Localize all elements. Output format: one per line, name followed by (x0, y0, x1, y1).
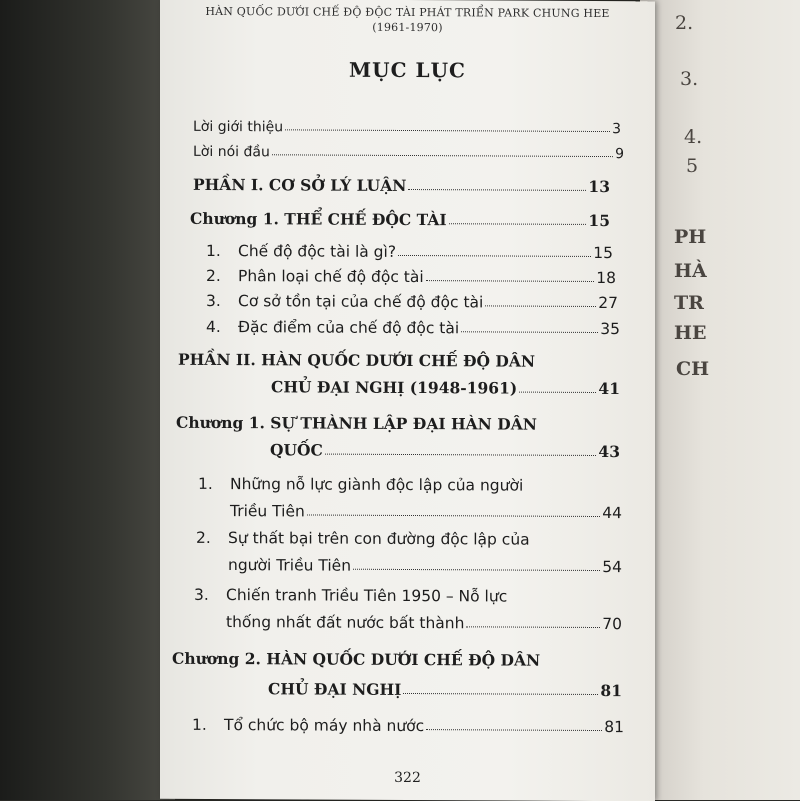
toc-item-number: 2. (196, 528, 211, 547)
toc-entry-ch1-item4[interactable] (238, 318, 620, 338)
toc-item-number: 1. (198, 474, 213, 493)
toc-item-number: 2. (206, 266, 221, 286)
toc-label: CHỦ ĐẠI NGHỊ (1948-1961) (271, 377, 518, 398)
dot-leader (426, 729, 602, 731)
dot-leader (461, 331, 598, 333)
dot-leader (307, 514, 600, 517)
facing-fragment: CH (676, 358, 710, 380)
running-header: HÀN QUỐC DƯỚI CHẾ ĐỘ ĐỘC TÀI PHÁT TRIỂN PARK CHUNG HEE (205, 4, 610, 21)
toc-label: Đặc điểm của chế độ độc tài (238, 318, 460, 338)
toc-entry-ch2-1-item3[interactable] (226, 613, 622, 633)
toc-page-number: 81 (600, 681, 622, 701)
page-number: 322 (394, 769, 421, 787)
toc-label: Tổ chức bộ máy nhà nước (224, 716, 425, 736)
book-page (160, 0, 655, 801)
dot-leader (285, 129, 610, 132)
facing-number: 4. (684, 126, 703, 148)
toc-label: Chương 1. THỂ CHẾ ĐỘC TÀI (190, 208, 447, 230)
toc-item-number: 3. (206, 291, 221, 311)
toc-entry-ch2-1-item1[interactable] (230, 502, 622, 522)
dot-leader (449, 223, 587, 225)
dot-leader (519, 392, 596, 393)
toc-page-number: 70 (602, 615, 622, 634)
facing-fragment: TR (674, 292, 704, 314)
toc-item-line1[interactable]: Chiến tranh Triều Tiên 1950 – Nỗ lực (226, 586, 508, 606)
page-title: MỤC LỤC (349, 57, 466, 83)
dot-leader (485, 305, 596, 307)
toc-entry-part2-line1[interactable]: PHẦN II. HÀN QUỐC DƯỚI CHẾ ĐỘ DÂN (178, 349, 536, 371)
toc-entry-ch2-2-item1[interactable] (224, 716, 624, 736)
toc-entry-intro[interactable] (193, 119, 621, 137)
dot-leader (426, 280, 595, 282)
toc-label: CHỦ ĐẠI NGHỊ (268, 679, 402, 699)
toc-page-number: 15 (593, 243, 613, 263)
dot-leader (353, 569, 600, 571)
toc-entry-ch1-item1[interactable] (238, 242, 613, 262)
toc-item-line1[interactable]: Những nỗ lực giành độc lập của người (230, 475, 524, 495)
dot-leader (403, 693, 598, 695)
dot-leader (398, 255, 591, 257)
facing-fragment: HÀ (674, 260, 707, 282)
toc-label: Cơ sở tồn tại của chế độ độc tài (238, 292, 484, 312)
toc-label: PHẦN I. CƠ SỞ LÝ LUẬN (193, 174, 407, 195)
dot-leader (272, 154, 613, 157)
toc-entry-ch1-item2[interactable] (238, 267, 616, 287)
toc-page-number: 35 (600, 320, 620, 339)
facing-page (640, 0, 800, 800)
toc-item-line1[interactable]: Sự thất bại trên con đường độc lập của (228, 529, 530, 549)
background-left (0, 0, 175, 800)
toc-entry-ch1-item3[interactable] (238, 292, 618, 312)
toc-label: QUỐC (270, 440, 323, 460)
facing-number: 3. (680, 68, 699, 90)
toc-label: Phân loại chế độ độc tài (238, 267, 424, 287)
dot-leader (466, 626, 600, 628)
toc-page-number: 18 (596, 268, 616, 288)
toc-label: Triều Tiên (230, 502, 305, 521)
toc-page-number: 44 (602, 504, 622, 523)
toc-item-number: 1. (206, 241, 221, 261)
toc-entry-ch2-2-line1[interactable]: Chương 2. HÀN QUỐC DƯỚI CHẾ ĐỘ DÂN (172, 648, 541, 670)
toc-entry-ch2-2[interactable] (268, 679, 622, 700)
toc-label: người Triều Tiên (228, 556, 352, 575)
toc-page-number: 54 (602, 558, 622, 577)
toc-page-number: 27 (598, 293, 618, 313)
facing-number: 5 (686, 155, 699, 177)
toc-label: thống nhất đất nước bất thành (226, 613, 465, 633)
running-header-years: (1961-1970) (372, 20, 443, 35)
toc-entry-part1[interactable] (193, 175, 610, 196)
toc-item-number: 4. (206, 317, 221, 337)
facing-number: 2. (675, 12, 694, 34)
toc-label: Lời giới thiệu (193, 118, 284, 136)
toc-entry-part2[interactable] (271, 377, 620, 398)
toc-page-number: 3 (612, 121, 621, 138)
toc-page-number: 43 (598, 441, 620, 462)
toc-entry-ch2-1-item2[interactable] (228, 556, 622, 576)
toc-page-number: 41 (598, 378, 620, 399)
toc-page-number: 15 (588, 210, 610, 231)
toc-label: Lời nói đầu (193, 143, 270, 161)
toc-page-number: 9 (615, 146, 624, 163)
toc-entry-ch2-1[interactable] (270, 440, 620, 461)
dot-leader (408, 189, 586, 191)
toc-page-number: 81 (604, 718, 624, 737)
toc-item-number: 3. (194, 585, 209, 604)
toc-entry-chapter1[interactable] (190, 209, 610, 230)
toc-entry-preface[interactable] (193, 144, 624, 162)
facing-fragment: HE (674, 322, 707, 344)
toc-label: Chế độ độc tài là gì? (238, 242, 397, 261)
facing-fragment: PH (674, 226, 707, 248)
toc-entry-ch2-1-line1[interactable]: Chương 1. SỰ THÀNH LẬP ĐẠI HÀN DÂN (176, 412, 537, 434)
dot-leader (325, 454, 597, 456)
toc-page-number: 13 (588, 176, 610, 197)
toc-item-number: 1. (192, 715, 207, 734)
